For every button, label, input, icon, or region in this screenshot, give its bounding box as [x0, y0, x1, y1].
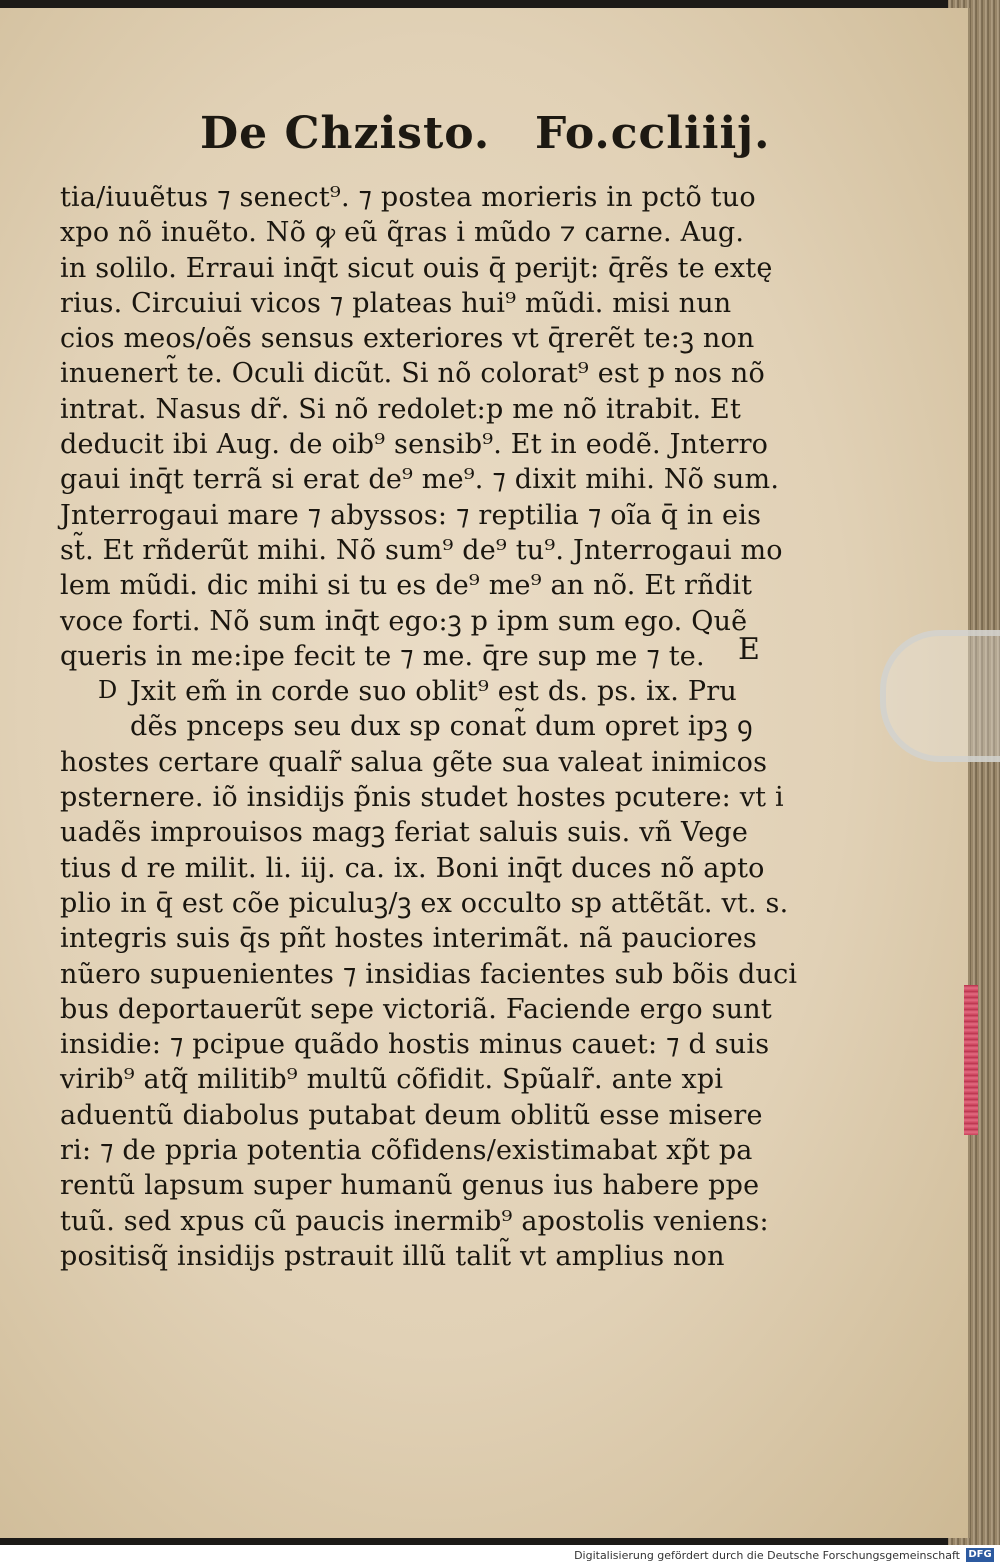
- text-line: gaui inq̄t terrã si erat de⁹ me⁹. ⁊ dixit mihi. Nõ sum.: [60, 464, 780, 496]
- text-line: uadẽs improuisos magꝫ feriat saluis suis. vñ Vege: [60, 817, 749, 849]
- text-line: psternere. iõ insidijs p̃nis studet hostes pcutere: vt i: [60, 782, 784, 814]
- text-line: nũero supuenientes ⁊ insidias facientes sub bõis duci: [60, 958, 798, 990]
- text-line: virib⁹ atq̃ militib⁹ multũ cõfidit. Spũalr̃. ante xpi: [60, 1064, 724, 1096]
- drop-initial-guide-letter: D: [98, 676, 118, 704]
- text-line: plio in q̄ est cõe piculuꝫ/ꝫ ex occulto sp attẽtãt. vt. s.: [60, 887, 789, 919]
- book-leaf: [0, 8, 970, 1538]
- running-header: [200, 108, 771, 168]
- text-line: rentũ lapsum super humanũ genus ius habere ppe: [60, 1170, 760, 1202]
- text-line: st̃. Et rñderũt mihi. Nõ sum⁹ de⁹ tu⁹. Jnterrogaui mo: [60, 534, 783, 566]
- text-line: tius d re milit. li. iij. ca. ix. Boni inq̄t duces nõ apto: [60, 852, 765, 884]
- text-line: insidie: ⁊ pcipue quãdo hostis minus cauet: ⁊ d suis: [60, 1029, 770, 1061]
- text-line: Jnterrogaui mare ⁊ abyssos: ⁊ reptilia ⁊ oĩa q̄ in eis: [60, 499, 762, 531]
- text-line: Jxit em̃ in corde suo oblit⁹ est ds. ps. ix. Pru: [130, 676, 737, 708]
- running-title: De Chzisto.: [200, 108, 491, 159]
- text-line: xpo nõ inuẽto. Nõ ꝙ eũ q̃ras i mũdo ⁊ carne. Aug.: [60, 217, 745, 249]
- text-line: in solilo. Erraui inq̄t sicut ouis q̄ perijt: q̄rẽs te extę: [60, 252, 773, 284]
- text-line: intrat. Nasus dr̃. Si nõ redolet:p me nõ itrabit. Et: [60, 393, 742, 425]
- bookmark-ribbon: [964, 985, 978, 1135]
- text-line: bus deportauerũt sepe victoriã. Faciende ergo sunt: [60, 993, 772, 1025]
- text-line: queris in me:ipe fecit te ⁊ me. q̄re sup me ⁊ te.: [60, 640, 705, 672]
- text-line: aduentũ diabolus putabat deum oblitũ esse misere: [60, 1099, 763, 1131]
- page-clip: [880, 630, 1000, 762]
- text-line: rius. Circuiui vicos ⁊ plateas hui⁹ mũdi. misi nun: [60, 287, 732, 319]
- text-line: positisq̃ insidijs pstrauit illũ talit̃ vt amplius non: [60, 1240, 725, 1272]
- text-line: integris suis q̄s pñt hostes interimãt. nã pauciores: [60, 923, 757, 955]
- body-text-column: [60, 180, 798, 1274]
- folio-number: Fo.ccliiij.: [535, 108, 771, 159]
- text-line: deducit ibi Aug. de oib⁹ sensib⁹. Et in eodẽ. Jnterro: [60, 429, 769, 461]
- text-line: ri: ⁊ de ppria potentia cõfidens/existimabat xp̃t pa: [60, 1135, 753, 1167]
- text-line: dẽs pnceps seu dux sp conat̃ dum opret ipꝫ ꝯ: [130, 711, 753, 743]
- text-line: hostes certare qualr̃ salua gẽte sua valeat inimicos: [60, 746, 768, 778]
- text-line: tia/iuuẽtus ⁊ senect⁹. ⁊ postea morieris in pctõ tuo: [60, 182, 756, 213]
- digitization-credit: Digitalisierung gefördert durch die Deutsche Forschungsgemeinschaft: [574, 1549, 960, 1562]
- text-line: tuũ. sed xpus cũ paucis inermib⁹ apostolis veniens:: [60, 1205, 769, 1237]
- text-line: inuenert̃ te. Oculi dicũt. Si nõ colorat⁹ est p nos nõ: [60, 358, 765, 390]
- text-line: lem mũdi. dic mihi si tu es de⁹ me⁹ an nõ. Et rñdit: [60, 570, 753, 602]
- paragraph-initial: E: [738, 632, 760, 667]
- dfg-logo: DFG: [966, 1548, 994, 1562]
- text-line: cios meos/oẽs sensus exteriores vt q̄rerẽt te:ꝫ non: [60, 323, 755, 355]
- text-line: voce forti. Nõ sum inq̄t ego:ꝫ p ipm sum ego. Quẽ: [60, 605, 748, 637]
